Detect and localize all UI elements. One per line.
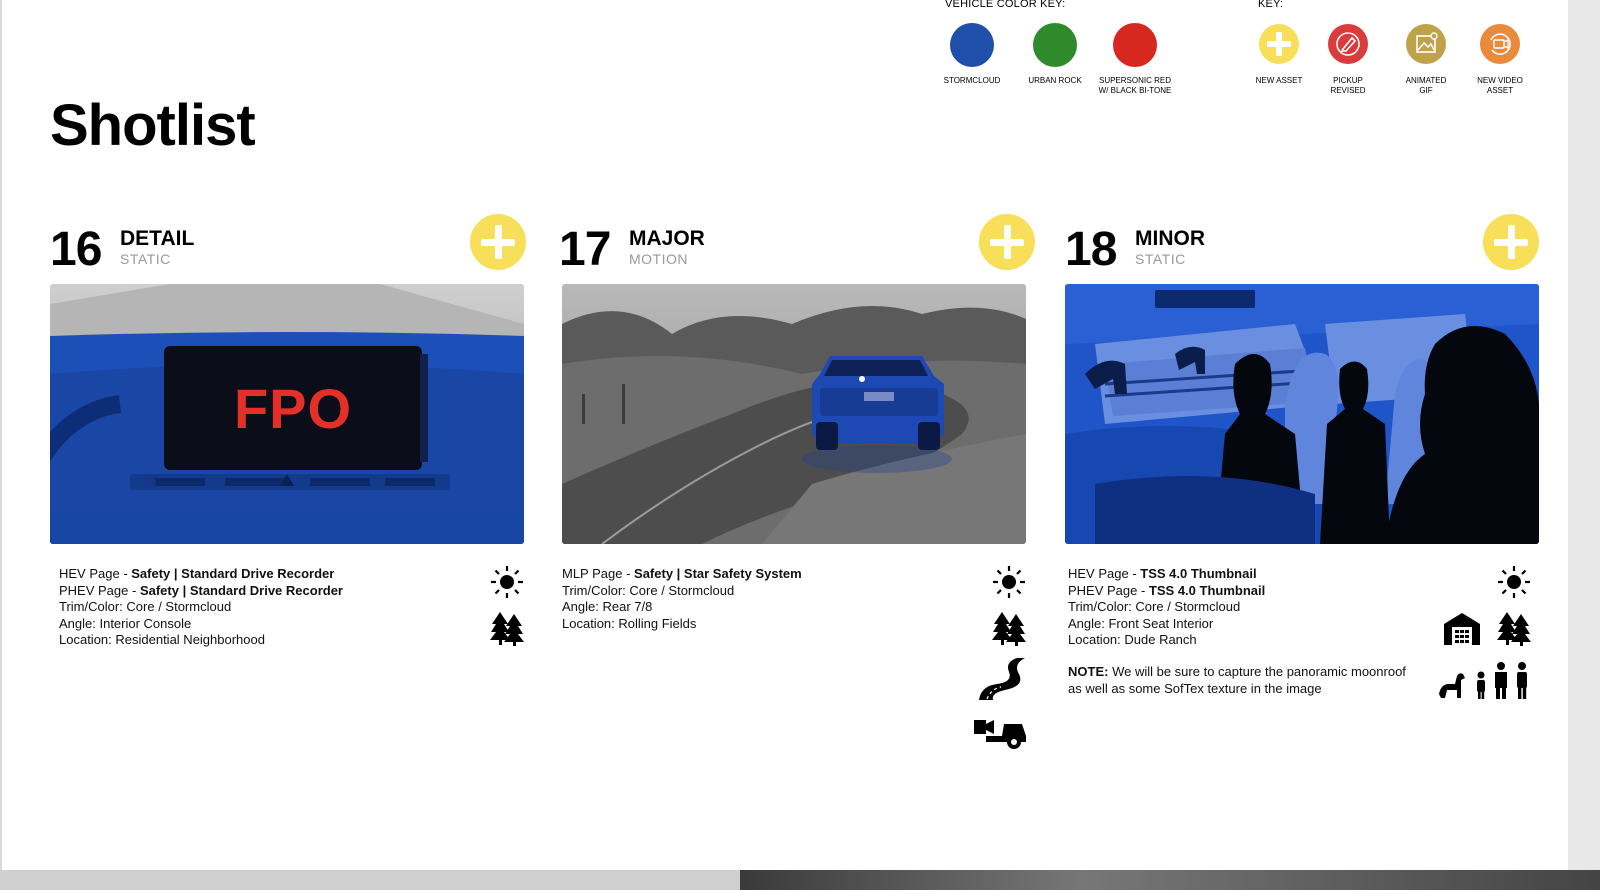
pickup-revised-line2: REVISED <box>1330 86 1366 95</box>
new-video-asset-video-icon <box>1480 24 1520 64</box>
trees-icon <box>992 610 1026 646</box>
sun-icon <box>490 565 524 599</box>
swatch-stormcloud <box>950 23 994 67</box>
shotlist-page <box>2 0 1568 870</box>
new-asset-plus-icon <box>979 214 1035 270</box>
detail-line: Location: Rolling Fields <box>562 615 697 631</box>
note-text: We will be sure to capture the panoramic moonroof as well as some SofTex texture in the image <box>1068 664 1406 696</box>
detail-line: Angle: Rear 7/8 <box>562 599 653 614</box>
new-asset-plus-icon <box>1259 24 1299 64</box>
shot-type: DETAIL <box>120 227 195 250</box>
next-slide-peek <box>0 870 1600 890</box>
camera-car-icon <box>972 714 1028 750</box>
detail-bold: Safety | Standard Drive Recorder <box>139 582 343 598</box>
fpo-label: FPO <box>233 376 353 440</box>
detail-prefix: HEV Page - <box>1068 566 1141 581</box>
detail-line <box>59 583 343 600</box>
detail-prefix: MLP Page - <box>562 566 635 581</box>
detail-line: Trim/Color: Core / Stormcloud <box>59 599 232 614</box>
trees-icon <box>1497 610 1531 646</box>
new-asset-plus-icon <box>470 214 526 270</box>
page-title: Shotlist <box>50 93 255 158</box>
asset-key-label: KEY: <box>1258 0 1284 10</box>
swatch-urban-rock <box>1033 23 1077 67</box>
note-label: NOTE: <box>1068 664 1109 679</box>
detail-bold: Safety | Standard Drive Recorder <box>131 566 335 581</box>
detail-prefix: PHEV Page - <box>59 582 140 598</box>
new-asset-label: NEW ASSET <box>1255 76 1303 85</box>
shot-motion: STATIC <box>1135 251 1186 267</box>
detail-line: Trim/Color: Core / Stormcloud <box>562 582 735 598</box>
window-edge <box>1568 0 1600 890</box>
road-suv-image <box>562 284 1026 544</box>
shot-type: MINOR <box>1135 227 1205 250</box>
detail-prefix: PHEV Page - <box>1068 582 1149 598</box>
shot-number: 17 <box>559 223 611 276</box>
detail-line <box>1068 583 1265 600</box>
detail-line: Trim/Color: Core / Stormcloud <box>1068 599 1241 614</box>
sun-icon <box>1497 565 1531 599</box>
new-video-asset-label <box>1450 76 1550 96</box>
detail-line <box>59 566 343 583</box>
detail-bold: TSS 4.0 Thumbnail <box>1140 566 1257 581</box>
shot-thumbnail[interactable] <box>1065 284 1539 544</box>
detail-line <box>1068 566 1265 583</box>
shot-motion: STATIC <box>120 251 171 267</box>
shot-motion: MOTION <box>629 251 688 267</box>
pickup-revised-line1: PICKUP <box>1333 76 1363 85</box>
people-dog-icon <box>1437 658 1533 702</box>
shot-details <box>562 566 802 632</box>
winding-road-icon <box>977 656 1027 702</box>
shot-type: MAJOR <box>629 227 705 250</box>
trees-icon <box>490 610 524 646</box>
detail-line: Angle: Front Seat Interior <box>1068 615 1214 631</box>
shot-thumbnail[interactable] <box>562 284 1026 544</box>
shot-number: 18 <box>1065 223 1117 276</box>
detail-bold: Safety | Star Safety System <box>634 566 802 581</box>
swatch-supersonic-red-label <box>1085 76 1185 96</box>
garage-icon <box>1443 612 1481 646</box>
swatch-supersonic-red-line1: SUPERSONIC RED <box>1098 76 1171 85</box>
animated-gif-image-icon <box>1406 24 1446 64</box>
new-video-line1: NEW VIDEO <box>1477 76 1523 85</box>
sun-icon <box>992 565 1026 599</box>
swatch-supersonic-red-line2: W/ BLACK BI-TONE <box>1098 86 1172 95</box>
shot-details <box>59 566 343 649</box>
shot-details <box>1068 566 1265 649</box>
shot-note <box>1068 664 1418 697</box>
shot-number: 16 <box>50 223 102 276</box>
detail-line: Angle: Interior Console <box>59 615 192 631</box>
detail-line: Location: Residential Neighborhood <box>59 632 265 647</box>
detail-line: Location: Dude Ranch <box>1068 632 1197 647</box>
animated-gif-line1: ANIMATED <box>1405 76 1447 85</box>
interior-passengers-image <box>1065 284 1539 544</box>
new-asset-plus-icon <box>1483 214 1539 270</box>
detail-line <box>562 566 802 583</box>
animated-gif-line2: GIF <box>1419 86 1433 95</box>
detail-bold: TSS 4.0 Thumbnail <box>1148 582 1266 598</box>
vehicle-color-key-label: VEHICLE COLOR KEY: <box>945 0 1066 10</box>
new-video-line2: ASSET <box>1486 86 1514 95</box>
detail-prefix: HEV Page - <box>59 566 132 581</box>
pickup-revised-pencil-icon <box>1328 24 1368 64</box>
swatch-stormcloud-label: STORMCLOUD <box>943 76 1001 85</box>
swatch-urban-rock-label: URBAN ROCK <box>1028 76 1082 85</box>
shot-thumbnail[interactable] <box>50 284 524 544</box>
swatch-supersonic-red <box>1113 23 1157 67</box>
